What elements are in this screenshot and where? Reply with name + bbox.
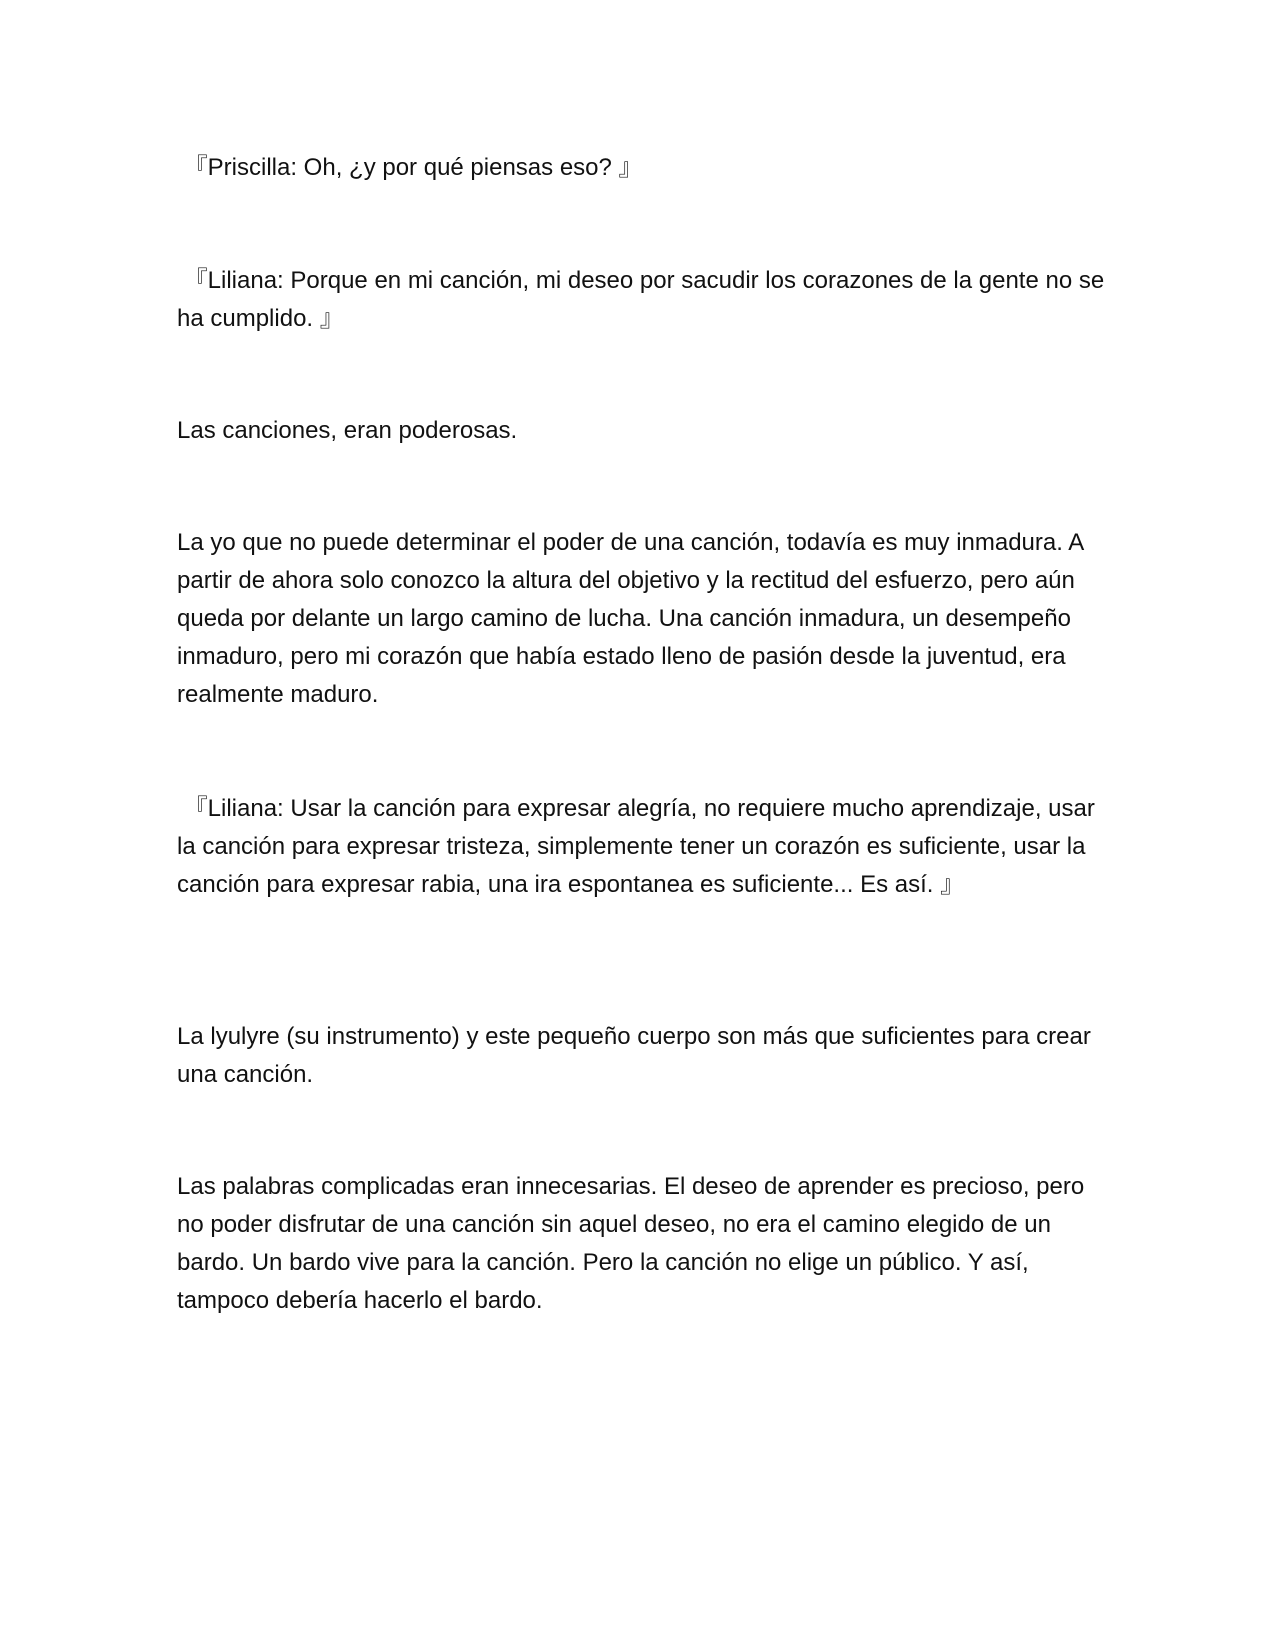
dialogue-liliana-1: 『Liliana: Porque en mi canción, mi deseo por sacudir los corazones de la gente no se ha cumplido. 』 [177, 267, 1111, 332]
narration-paragraph-1: Las canciones, eran poderosas. [177, 417, 518, 444]
narration-paragraph-2: La yo que no puede determinar el poder de una canción, todavía es muy inmadura. A partir de ahora solo conozco la altura del objetivo y la rectitud del esfuerzo, pero aún queda por delante un largo camino de lucha. Una canción inmadura, un desempeño inmaduro, pero mi corazón que había estado lleno de pasión desde la juventud, era realmente maduro. [177, 529, 1090, 708]
narration-paragraph-4: Las palabras complicadas eran innecesarias. El deseo de aprender es precioso, pero no poder disfrutar de una canción sin aquel deseo, no era el camino elegido de un bardo. Un bardo vive para la canción. Pero la canción no elige un público. Y así, tampoco debería hacerlo el bardo. [177, 1173, 1091, 1314]
dialogue-priscilla: 『Priscilla: Oh, ¿y por qué piensas eso? 』 [177, 154, 643, 181]
narration-paragraph-3: La lyulyre (su instrumento) y este pequeño cuerpo son más que suficientes para crear una canción. [177, 1023, 1098, 1088]
dialogue-liliana-2: 『Liliana: Usar la canción para expresar alegría, no requiere mucho aprendizaje, usar la canción para expresar tristeza, simplemente tener un corazón es suficiente, usar la canción para expresar rabia, una ira espontanea es suficiente... Es así. 』 [177, 795, 1102, 898]
